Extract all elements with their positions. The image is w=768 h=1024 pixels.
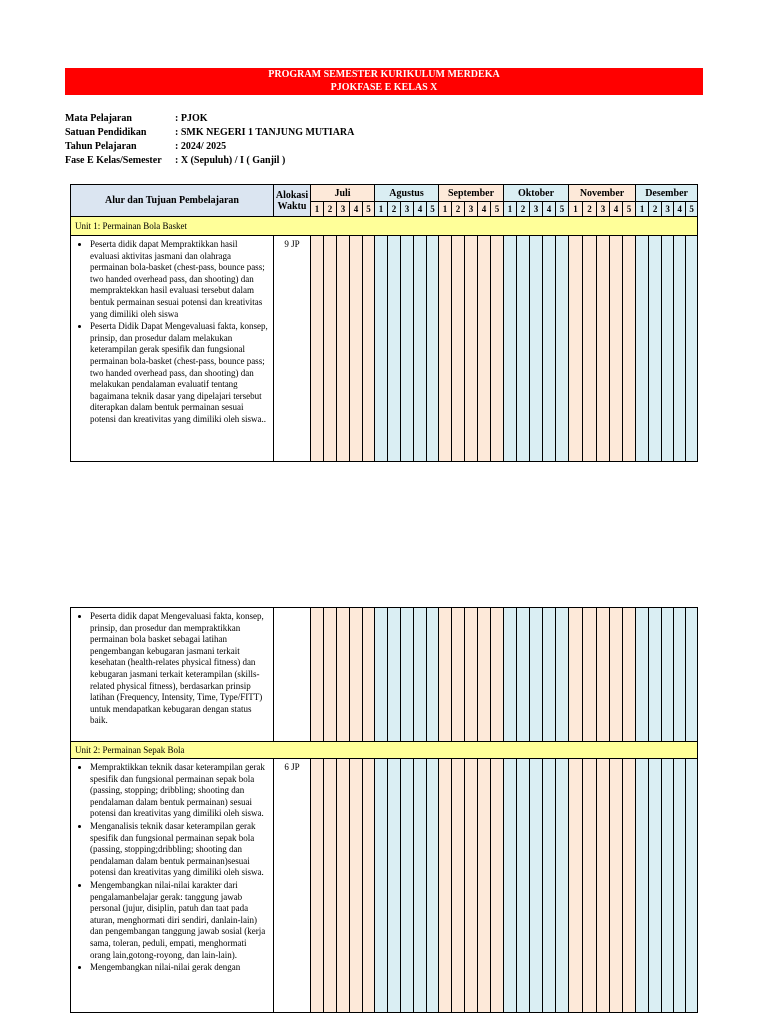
week-number: 5 — [491, 202, 504, 217]
list-item: • Mengembangkan nilai-nilai karakter dari pengalamanbelajar gerak: tanggung jawab personal (jujur, disiplin, patuh dan taat pada aturan, menghormati diri sendiri, danlain-lain) dan pengembangan tanggung jawab sosial (kerja sama, toleran, peduli, empati, menghormati orang lain,gotong-royong, dan lain-lain). — [90, 880, 269, 961]
week-cell — [311, 608, 324, 742]
week-cell — [636, 608, 649, 742]
week-cell — [610, 759, 623, 1013]
week-cell — [337, 608, 350, 742]
week-cell — [674, 608, 686, 742]
week-cell — [530, 608, 543, 742]
week-number: 5 — [623, 202, 636, 217]
header-atp: Alur dan Tujuan Pembelajaran — [71, 185, 274, 217]
week-cell — [414, 236, 427, 462]
week-number: 3 — [530, 202, 543, 217]
week-cell — [491, 608, 504, 742]
week-cell — [465, 608, 478, 742]
week-cell — [324, 236, 337, 462]
unit-1-continued-objectives — [71, 608, 274, 742]
info-row: Tahun Pelajaran : 2024/ 2025 — [65, 141, 227, 152]
week-cell — [388, 759, 401, 1013]
week-cell — [649, 608, 662, 742]
list-item: • Peserta Didik Dapat Mengevaluasi fakta, konsep, prinsip, dan prosedur dalam melakukan keterampilan gerak spesifik dan fungsional permainan bola-basket (chest-pass, bounce pass; two handed overhead pass, dan shooting) dan melakukan pendalaman evaluatif tentang bagaimana teknik dasar yang dipelajari tersebut diterapkan dalam bentuk permainan sesuai potensi dan kreativitas yang dimiliki oleh siswa.. — [90, 321, 269, 425]
week-cell — [610, 236, 623, 462]
week-number: 3 — [465, 202, 478, 217]
title-line-1: PROGRAM SEMESTER KURIKULUM MERDEKA — [268, 69, 500, 80]
week-cell — [452, 236, 465, 462]
schedule-table-page1 — [70, 184, 698, 462]
month-agustus: Agustus — [375, 185, 439, 202]
week-cell — [375, 608, 388, 742]
week-cell — [324, 759, 337, 1013]
week-cell — [583, 608, 597, 742]
week-number: 4 — [610, 202, 623, 217]
week-number: 5 — [556, 202, 569, 217]
week-cell — [543, 236, 556, 462]
list-item: • Mengembangkan nilai-nilai gerak dengan — [90, 962, 269, 974]
list-item: • Peserta didik dapat Mempraktikkan hasil evaluasi aktivitas jasmani dan olahraga permainan bola-basket (chest-pass, bounce pass; two handed overhead pass, dan shooting) dan mempraktekkan hasil evaluasi tersebut dalam bentuk permainan sesuai potensi dan kreativitas yang dimiliki oleh siswa — [90, 239, 269, 320]
week-number: 3 — [337, 202, 350, 217]
week-cell — [583, 759, 597, 1013]
week-number: 4 — [350, 202, 363, 217]
week-cell — [363, 759, 375, 1013]
week-cell — [597, 608, 610, 742]
month-desember: Desember — [636, 185, 698, 202]
week-cell — [543, 608, 556, 742]
week-number: 4 — [543, 202, 556, 217]
info-row: Satuan Pendidikan : SMK NEGERI 1 TANJUNG MUTIARA — [65, 127, 355, 138]
week-cell — [517, 608, 530, 742]
schedule-table-page2 — [70, 607, 698, 1013]
week-number: 4 — [674, 202, 686, 217]
week-cell — [311, 236, 324, 462]
week-number: 2 — [388, 202, 401, 217]
month-juli: Juli — [311, 185, 375, 202]
week-number: 3 — [597, 202, 610, 217]
week-number: 3 — [662, 202, 674, 217]
week-number: 2 — [517, 202, 530, 217]
unit-1-jp: 9 JP — [274, 236, 311, 462]
week-cell — [452, 759, 465, 1013]
list-item: • Mempraktikkan teknik dasar keterampilan gerak spesifik dan fungsional permainan sepak bola (passing, stopping; dribbling; shooting dan pendalaman dalam bentuk permainan) sesuai potensi dan kreativitas yang dimiliki oleh siswa. — [90, 762, 269, 820]
unit-2-title: Unit 2: Permainan Sepak Bola — [71, 742, 698, 759]
week-number: 1 — [636, 202, 649, 217]
week-cell — [491, 236, 504, 462]
info-block — [65, 112, 354, 168]
week-cell — [414, 759, 427, 1013]
week-cell — [504, 759, 517, 1013]
week-cell — [504, 608, 517, 742]
week-cell — [439, 759, 452, 1013]
week-cell — [569, 608, 583, 742]
week-cell — [439, 608, 452, 742]
week-cell — [569, 236, 583, 462]
week-number: 1 — [375, 202, 388, 217]
week-cell — [686, 608, 698, 742]
week-number: 5 — [363, 202, 375, 217]
week-cell — [674, 236, 686, 462]
unit-2-jp: 6 JP — [274, 759, 311, 1013]
info-row: Mata Pelajaran : PJOK — [65, 113, 208, 124]
week-cell — [427, 608, 439, 742]
week-cell — [363, 236, 375, 462]
title-line-2: PJOKFASE E KELAS X — [330, 82, 438, 93]
unit-1-title: Unit 1: Permainan Bola Basket — [71, 217, 698, 236]
week-number: 2 — [583, 202, 597, 217]
week-cell — [324, 608, 337, 742]
week-cell — [517, 759, 530, 1013]
week-cell — [350, 608, 363, 742]
month-september: September — [439, 185, 504, 202]
week-cell — [504, 236, 517, 462]
week-number: 2 — [324, 202, 337, 217]
week-number: 1 — [311, 202, 324, 217]
week-cell — [686, 759, 698, 1013]
info-row: Fase E Kelas/Semester : X (Sepuluh) / I ( Ganjil ) — [65, 155, 286, 166]
week-cell — [674, 759, 686, 1013]
week-cell — [543, 759, 556, 1013]
week-cell — [452, 608, 465, 742]
list-item: • Menganalisis teknik dasar keterampilan gerak spesifik dan fungsional permainan sepak bola (passing, stopping;dribbling; shooting dan pendalaman dalam bentuk permainan)sesuai potensi dan kreativitas yang dimiliki oleh siswa. — [90, 821, 269, 879]
week-cell — [491, 759, 504, 1013]
week-cell — [597, 759, 610, 1013]
week-cell — [478, 759, 491, 1013]
week-cell — [478, 608, 491, 742]
week-cell — [662, 759, 674, 1013]
week-cell — [414, 608, 427, 742]
week-cell — [649, 759, 662, 1013]
week-cell — [530, 759, 543, 1013]
week-cell — [623, 236, 636, 462]
week-cell — [556, 236, 569, 462]
week-cell — [517, 236, 530, 462]
week-cell — [337, 236, 350, 462]
week-cell — [465, 236, 478, 462]
week-cell — [401, 608, 414, 742]
week-cell — [569, 759, 583, 1013]
week-number: 1 — [504, 202, 517, 217]
week-cell — [363, 608, 375, 742]
list-item: • Peserta didik dapat Mengevaluasi fakta, konsep, prinsip, dan prosedur dan mempraktikkan permainan bola basket sebagai latihan pengembangan kebugaran jasmani terkait kesehatan (health-relates physical fitness) dan kebugaran jasmani terkait keterampilan (skills- related physical fitness), berdasarkan prinsip latihan (Frequency, Intensity, Time, Type/FITT) untuk mendapatkan kebugaran dengan status baik. — [90, 611, 269, 727]
week-cell — [388, 608, 401, 742]
week-cell — [556, 608, 569, 742]
week-cell — [583, 236, 597, 462]
week-cell — [662, 236, 674, 462]
week-cell — [401, 236, 414, 462]
week-number: 4 — [414, 202, 427, 217]
week-number: 2 — [452, 202, 465, 217]
week-cell — [375, 759, 388, 1013]
week-cell — [439, 236, 452, 462]
week-cell — [623, 759, 636, 1013]
week-cell — [465, 759, 478, 1013]
week-cell — [597, 236, 610, 462]
week-cell — [662, 608, 674, 742]
week-cell — [636, 759, 649, 1013]
month-oktober: Oktober — [504, 185, 569, 202]
week-cell — [427, 236, 439, 462]
week-number: 1 — [569, 202, 583, 217]
week-cell — [337, 759, 350, 1013]
week-cell — [350, 759, 363, 1013]
week-cell — [388, 236, 401, 462]
week-number: 3 — [401, 202, 414, 217]
week-cell — [530, 236, 543, 462]
title-banner — [65, 68, 703, 95]
week-cell — [478, 236, 491, 462]
week-cell — [375, 236, 388, 462]
week-number: 4 — [478, 202, 491, 217]
week-cell — [556, 759, 569, 1013]
week-number: 5 — [427, 202, 439, 217]
week-cell — [427, 759, 439, 1013]
week-number: 2 — [649, 202, 662, 217]
week-number: 1 — [439, 202, 452, 217]
week-cell — [686, 236, 698, 462]
unit-1-objectives — [71, 236, 274, 462]
header-alokasi: Alokasi Waktu — [274, 185, 311, 217]
week-cell — [623, 608, 636, 742]
unit-2-objectives — [71, 759, 274, 1013]
week-cell — [311, 759, 324, 1013]
week-cell — [610, 608, 623, 742]
month-november: November — [569, 185, 636, 202]
week-number: 5 — [686, 202, 698, 217]
week-cell — [649, 236, 662, 462]
unit-1-continued-jp — [274, 608, 311, 742]
week-cell — [636, 236, 649, 462]
week-cell — [350, 236, 363, 462]
week-cell — [401, 759, 414, 1013]
